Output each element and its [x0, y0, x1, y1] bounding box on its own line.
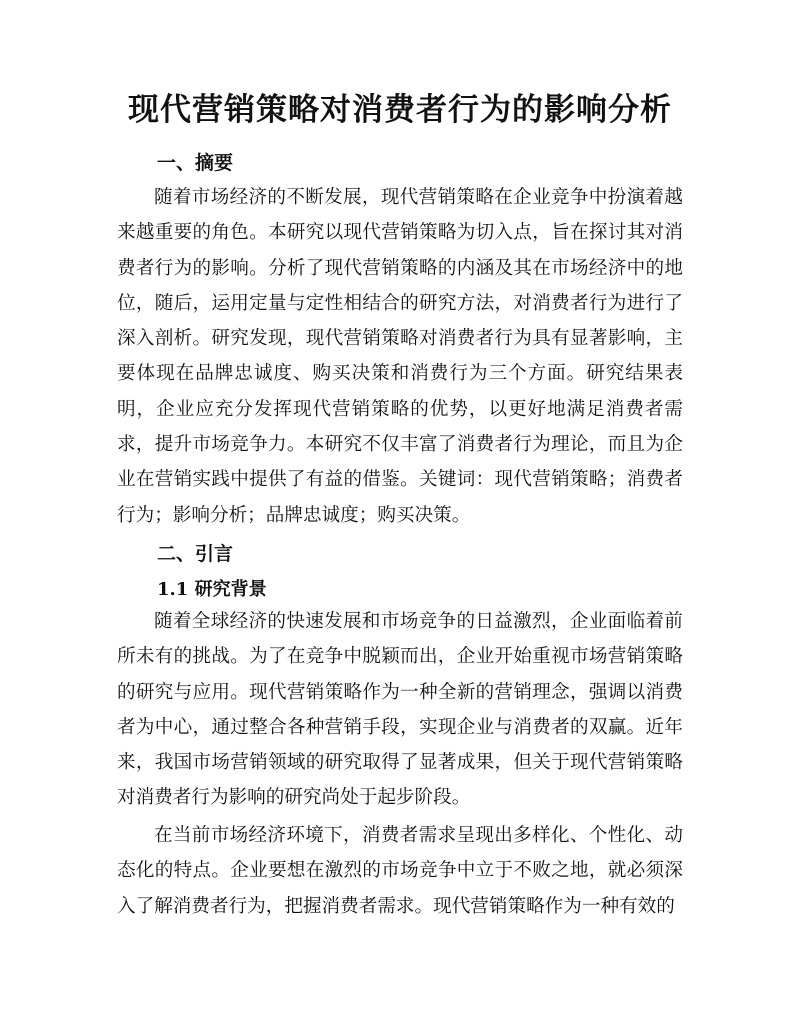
- background-paragraph-2: 在当前市场经济环境下，消费者需求呈现出多样化、个性化、动态化的特点。企业要想在激烈的市场竞争中立于不败之地，就必须深入了解消费者行为，把握消费者需求。现代营销策略作为一种有效的: [117, 825, 683, 917]
- introduction-heading: 二、引言: [157, 543, 234, 565]
- research-background-heading: 1.1 研究背景: [157, 579, 267, 600]
- page-title: 现代营销策略对消费者行为的影响分析: [128, 92, 672, 128]
- abstract-paragraph: 随着市场经济的不断发展，现代营销策略在企业竞争中扮演着越来越重要的角色。本研究以现代营销策略为切入点，旨在探讨其对消费者行为的影响。分析了现代营销策略的内涵及其在市场经济中的地位，随后，运用定量与定性相结合的研究方法，对消费者行为进行了深入剖析。研究发现，现代营销策略对消费者行为具有显著影响，主要体现在品牌忠诚度、购买决策和消费行为三个方面。研究结果表明，企业应充分发挥现代营销策略的优势，以更好地满足消费者需求，提升市场竞争力。本研究不仅丰富了消费者行为理论，而且为企业在营销实践中提供了有益的借鉴。关键词：现代营销策略；消费者行为；影响分析；品牌忠诚度；购买决策。: [117, 187, 683, 526]
- abstract-heading: 一、摘要: [157, 152, 234, 174]
- background-paragraph-1: 随着全球经济的快速发展和市场竞争的日益激烈，企业面临着前所未有的挑战。为了在竞争中脱颖而出，企业开始重视市场营销策略的研究与应用。现代营销策略作为一种全新的营销理念，强调以消费者为中心，通过整合各种营销手段，实现企业与消费者的双赢。近年来，我国市场营销领域的研究取得了显著成果，但关于现代营销策略对消费者行为影响的研究尚处于起步阶段。: [117, 611, 683, 809]
